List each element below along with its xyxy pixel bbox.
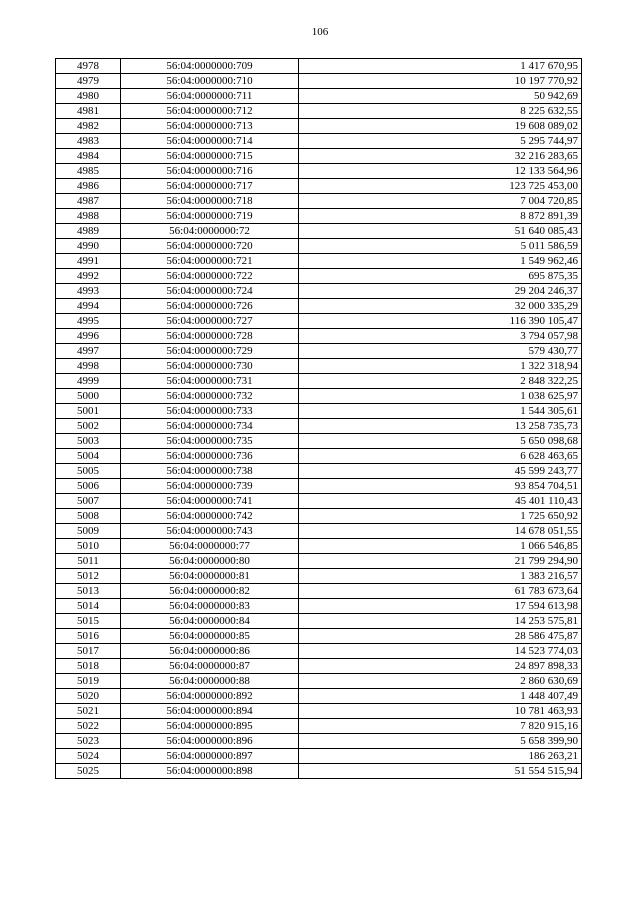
cadastral-value-cell: 1 544 305,61 (299, 404, 582, 419)
table-row (56, 479, 582, 494)
table-row (56, 359, 582, 374)
cadastral-value-cell: 1 066 546,85 (299, 539, 582, 554)
row-number-cell: 5000 (56, 389, 121, 404)
cadastral-number-cell: 56:04:0000000:735 (121, 434, 299, 449)
cadastral-number-cell: 56:04:0000000:894 (121, 704, 299, 719)
cadastral-value-cell: 10 781 463,93 (299, 704, 582, 719)
cadastral-number-cell: 56:04:0000000:736 (121, 449, 299, 464)
cadastral-number-cell: 56:04:0000000:718 (121, 194, 299, 209)
row-number-cell: 4989 (56, 224, 121, 239)
table-row (56, 569, 582, 584)
row-number-cell: 4981 (56, 104, 121, 119)
table-row (56, 329, 582, 344)
table-row (56, 524, 582, 539)
cadastral-number-cell: 56:04:0000000:732 (121, 389, 299, 404)
cadastral-value-cell: 61 783 673,64 (299, 584, 582, 599)
cadastral-number-cell: 56:04:0000000:738 (121, 464, 299, 479)
table-row (56, 554, 582, 569)
cadastral-value-cell: 29 204 246,37 (299, 284, 582, 299)
row-number-cell: 5002 (56, 419, 121, 434)
cadastral-value-cell: 14 253 575,81 (299, 614, 582, 629)
cadastral-value-cell: 2 848 322,25 (299, 374, 582, 389)
table-row (56, 269, 582, 284)
cadastral-number-cell: 56:04:0000000:719 (121, 209, 299, 224)
row-number-cell: 5022 (56, 719, 121, 734)
cadastral-value-cell: 579 430,77 (299, 344, 582, 359)
cadastral-value-cell: 1 725 650,92 (299, 509, 582, 524)
page-number: 106 (311, 26, 329, 38)
table-row (56, 239, 582, 254)
cadastral-number-cell: 56:04:0000000:710 (121, 74, 299, 89)
table-row (56, 434, 582, 449)
cadastral-value-table (55, 58, 582, 779)
table-row (56, 734, 582, 749)
row-number-cell: 4994 (56, 299, 121, 314)
row-number-cell: 4991 (56, 254, 121, 269)
table-row (56, 674, 582, 689)
table-row (56, 194, 582, 209)
table-row (56, 599, 582, 614)
row-number-cell: 5010 (56, 539, 121, 554)
cadastral-value-cell: 116 390 105,47 (299, 314, 582, 329)
cadastral-number-cell: 56:04:0000000:895 (121, 719, 299, 734)
cadastral-number-cell: 56:04:0000000:717 (121, 179, 299, 194)
cadastral-value-cell: 45 401 110,43 (299, 494, 582, 509)
row-number-cell: 5011 (56, 554, 121, 569)
table-row (56, 764, 582, 779)
row-number-cell: 4992 (56, 269, 121, 284)
cadastral-value-cell: 1 549 962,46 (299, 254, 582, 269)
row-number-cell: 4998 (56, 359, 121, 374)
cadastral-value-cell: 7 004 720,85 (299, 194, 582, 209)
cadastral-number-cell: 56:04:0000000:730 (121, 359, 299, 374)
row-number-cell: 4987 (56, 194, 121, 209)
row-number-cell: 5018 (56, 659, 121, 674)
row-number-cell: 4993 (56, 284, 121, 299)
table-row (56, 134, 582, 149)
row-number-cell: 4980 (56, 89, 121, 104)
row-number-cell: 5012 (56, 569, 121, 584)
cadastral-number-cell: 56:04:0000000:727 (121, 314, 299, 329)
table-row (56, 509, 582, 524)
table-row (56, 494, 582, 509)
cadastral-value-cell: 5 295 744,97 (299, 134, 582, 149)
cadastral-number-cell: 56:04:0000000:734 (121, 419, 299, 434)
cadastral-number-cell: 56:04:0000000:729 (121, 344, 299, 359)
row-number-cell: 5020 (56, 689, 121, 704)
row-number-cell: 5021 (56, 704, 121, 719)
table-row (56, 629, 582, 644)
row-number-cell: 5003 (56, 434, 121, 449)
cadastral-number-cell: 56:04:0000000:721 (121, 254, 299, 269)
row-number-cell: 4978 (56, 59, 121, 74)
table-row (56, 344, 582, 359)
cadastral-value-cell: 32 000 335,29 (299, 299, 582, 314)
cadastral-value-cell: 695 875,35 (299, 269, 582, 284)
row-number-cell: 4996 (56, 329, 121, 344)
cadastral-number-cell: 56:04:0000000:714 (121, 134, 299, 149)
cadastral-value-cell: 5 011 586,59 (299, 239, 582, 254)
table-row (56, 74, 582, 89)
cadastral-value-cell: 24 897 898,33 (299, 659, 582, 674)
cadastral-value-cell: 8 872 891,39 (299, 209, 582, 224)
table-row (56, 89, 582, 104)
cadastral-number-cell: 56:04:0000000:896 (121, 734, 299, 749)
cadastral-value-cell: 1 322 318,94 (299, 359, 582, 374)
row-number-cell: 5001 (56, 404, 121, 419)
cadastral-value-cell: 17 594 613,98 (299, 599, 582, 614)
table-row (56, 584, 582, 599)
cadastral-number-cell: 56:04:0000000:87 (121, 659, 299, 674)
cadastral-value-cell: 123 725 453,00 (299, 179, 582, 194)
cadastral-number-cell: 56:04:0000000:84 (121, 614, 299, 629)
table-row (56, 404, 582, 419)
table-row (56, 749, 582, 764)
table-row (56, 374, 582, 389)
cadastral-number-cell: 56:04:0000000:731 (121, 374, 299, 389)
cadastral-number-cell: 56:04:0000000:897 (121, 749, 299, 764)
table-row (56, 449, 582, 464)
cadastral-value-cell: 50 942,69 (299, 89, 582, 104)
cadastral-value-cell: 14 523 774,03 (299, 644, 582, 659)
cadastral-value-cell: 2 860 630,69 (299, 674, 582, 689)
table-row (56, 689, 582, 704)
table-row (56, 164, 582, 179)
row-number-cell: 5007 (56, 494, 121, 509)
cadastral-value-cell: 7 820 915,16 (299, 719, 582, 734)
cadastral-number-cell: 56:04:0000000:83 (121, 599, 299, 614)
row-number-cell: 4995 (56, 314, 121, 329)
cadastral-value-cell: 21 799 294,90 (299, 554, 582, 569)
row-number-cell: 5004 (56, 449, 121, 464)
cadastral-number-cell: 56:04:0000000:709 (121, 59, 299, 74)
cadastral-number-cell: 56:04:0000000:726 (121, 299, 299, 314)
cadastral-number-cell: 56:04:0000000:728 (121, 329, 299, 344)
table-body (56, 59, 582, 779)
table-row (56, 659, 582, 674)
cadastral-value-cell: 1 417 670,95 (299, 59, 582, 74)
row-number-cell: 4984 (56, 149, 121, 164)
row-number-cell: 5014 (56, 599, 121, 614)
cadastral-number-cell: 56:04:0000000:724 (121, 284, 299, 299)
table-row (56, 314, 582, 329)
table-row (56, 59, 582, 74)
cadastral-number-cell: 56:04:0000000:81 (121, 569, 299, 584)
cadastral-number-cell: 56:04:0000000:898 (121, 764, 299, 779)
row-number-cell: 4986 (56, 179, 121, 194)
row-number-cell: 5024 (56, 749, 121, 764)
cadastral-value-cell: 5 650 098,68 (299, 434, 582, 449)
cadastral-value-cell: 93 854 704,51 (299, 479, 582, 494)
cadastral-value-cell: 186 263,21 (299, 749, 582, 764)
row-number-cell: 5013 (56, 584, 121, 599)
cadastral-value-cell: 13 258 735,73 (299, 419, 582, 434)
table-row (56, 209, 582, 224)
cadastral-number-cell: 56:04:0000000:720 (121, 239, 299, 254)
row-number-cell: 5015 (56, 614, 121, 629)
cadastral-value-cell: 51 554 515,94 (299, 764, 582, 779)
table-row (56, 719, 582, 734)
table-row (56, 704, 582, 719)
cadastral-value-cell: 10 197 770,92 (299, 74, 582, 89)
row-number-cell: 4990 (56, 239, 121, 254)
table-row (56, 299, 582, 314)
cadastral-number-cell: 56:04:0000000:892 (121, 689, 299, 704)
cadastral-number-cell: 56:04:0000000:715 (121, 149, 299, 164)
row-number-cell: 5006 (56, 479, 121, 494)
row-number-cell: 5023 (56, 734, 121, 749)
row-number-cell: 5009 (56, 524, 121, 539)
row-number-cell: 4983 (56, 134, 121, 149)
table-row (56, 254, 582, 269)
cadastral-value-cell: 28 586 475,87 (299, 629, 582, 644)
row-number-cell: 5017 (56, 644, 121, 659)
cadastral-number-cell: 56:04:0000000:722 (121, 269, 299, 284)
cadastral-value-cell: 51 640 085,43 (299, 224, 582, 239)
cadastral-value-cell: 1 448 407,49 (299, 689, 582, 704)
table-row (56, 104, 582, 119)
cadastral-value-cell: 1 038 625,97 (299, 389, 582, 404)
row-number-cell: 4999 (56, 374, 121, 389)
table-row (56, 644, 582, 659)
table-row (56, 284, 582, 299)
row-number-cell: 5016 (56, 629, 121, 644)
row-number-cell: 5025 (56, 764, 121, 779)
cadastral-value-cell: 5 658 399,90 (299, 734, 582, 749)
table-row (56, 614, 582, 629)
table-row (56, 389, 582, 404)
cadastral-number-cell: 56:04:0000000:716 (121, 164, 299, 179)
cadastral-number-cell: 56:04:0000000:713 (121, 119, 299, 134)
cadastral-value-cell: 32 216 283,65 (299, 149, 582, 164)
row-number-cell: 4985 (56, 164, 121, 179)
table-row (56, 419, 582, 434)
cadastral-number-cell: 56:04:0000000:77 (121, 539, 299, 554)
cadastral-number-cell: 56:04:0000000:742 (121, 509, 299, 524)
row-number-cell: 5008 (56, 509, 121, 524)
table-row (56, 149, 582, 164)
cadastral-number-cell: 56:04:0000000:712 (121, 104, 299, 119)
cadastral-number-cell: 56:04:0000000:743 (121, 524, 299, 539)
row-number-cell: 5005 (56, 464, 121, 479)
cadastral-value-cell: 1 383 216,57 (299, 569, 582, 584)
cadastral-value-cell: 14 678 051,55 (299, 524, 582, 539)
cadastral-value-cell: 19 608 089,02 (299, 119, 582, 134)
cadastral-number-cell: 56:04:0000000:82 (121, 584, 299, 599)
row-number-cell: 4997 (56, 344, 121, 359)
table-row (56, 119, 582, 134)
row-number-cell: 4979 (56, 74, 121, 89)
cadastral-number-cell: 56:04:0000000:88 (121, 674, 299, 689)
cadastral-number-cell: 56:04:0000000:711 (121, 89, 299, 104)
cadastral-value-cell: 12 133 564,96 (299, 164, 582, 179)
table-row (56, 224, 582, 239)
table-row (56, 179, 582, 194)
cadastral-number-cell: 56:04:0000000:733 (121, 404, 299, 419)
cadastral-number-cell: 56:04:0000000:85 (121, 629, 299, 644)
row-number-cell: 5019 (56, 674, 121, 689)
cadastral-number-cell: 56:04:0000000:86 (121, 644, 299, 659)
cadastral-value-cell: 6 628 463,65 (299, 449, 582, 464)
row-number-cell: 4988 (56, 209, 121, 224)
cadastral-value-cell: 45 599 243,77 (299, 464, 582, 479)
table-row (56, 539, 582, 554)
cadastral-number-cell: 56:04:0000000:80 (121, 554, 299, 569)
row-number-cell: 4982 (56, 119, 121, 134)
table-row (56, 464, 582, 479)
cadastral-number-cell: 56:04:0000000:72 (121, 224, 299, 239)
cadastral-value-cell: 8 225 632,55 (299, 104, 582, 119)
cadastral-value-cell: 3 794 057,98 (299, 329, 582, 344)
cadastral-number-cell: 56:04:0000000:741 (121, 494, 299, 509)
cadastral-number-cell: 56:04:0000000:739 (121, 479, 299, 494)
